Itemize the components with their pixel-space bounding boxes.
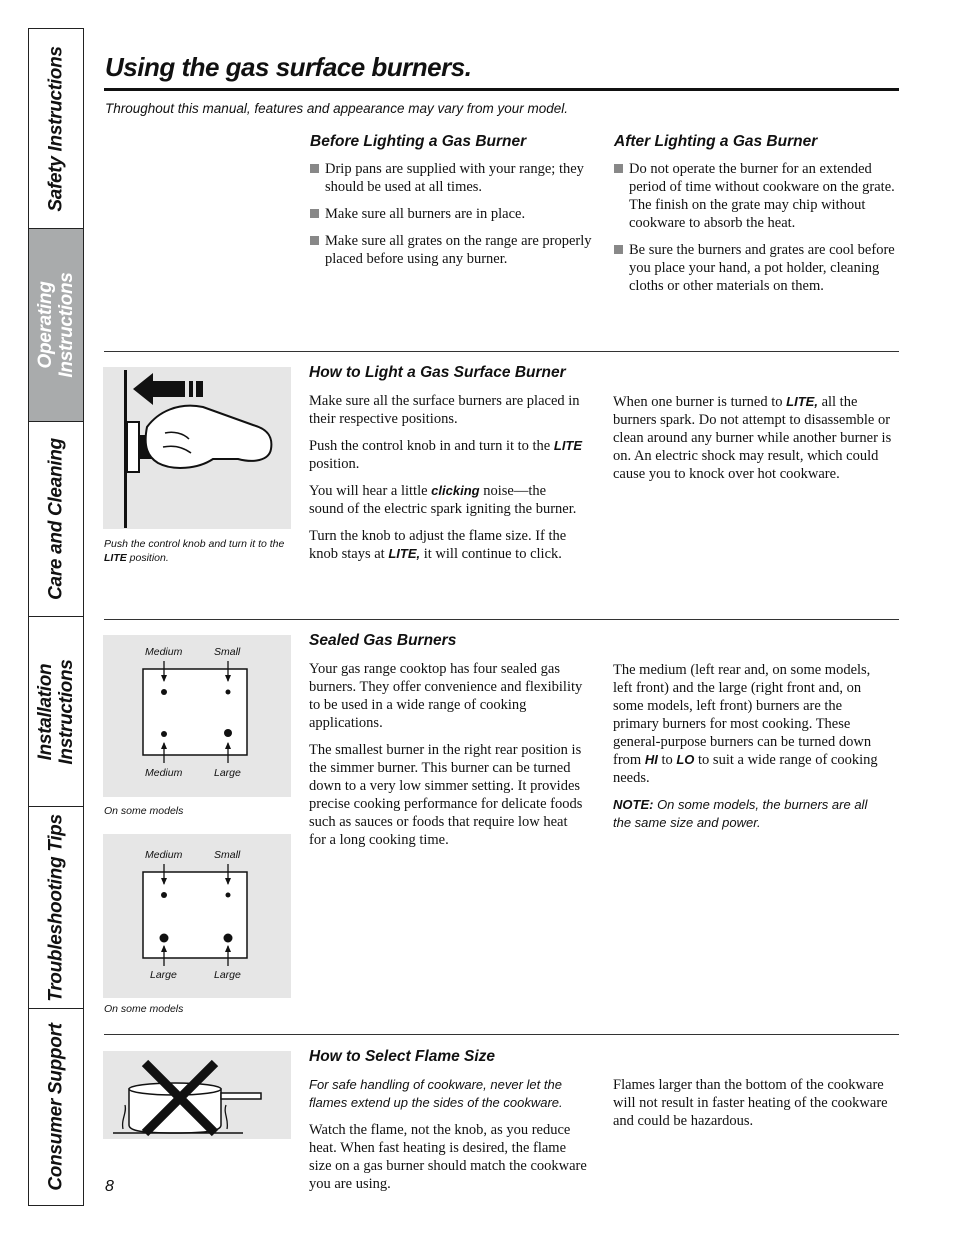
bullet-icon — [310, 209, 319, 218]
paragraph: The medium (left rear and, on some models, left front) and the large (right front and, on some models, left front) burners are the primary burners for most cooking. These general-purpose burners can be turned down from HI to LO to suit a wide range of cooking needs. — [613, 662, 878, 786]
paragraph: For safe handling of cookware, never let the flames extend up the sides of the cookware. — [309, 1077, 563, 1110]
bullet-icon — [310, 236, 319, 245]
paragraph: Watch the flame, not the knob, as you reduce heat. When fast heating is desired, the flame size on a gas burner should match the cookware you are using. — [309, 1122, 587, 1192]
section-divider — [104, 1034, 899, 1035]
tab-label: Troubleshooting Tips — [45, 813, 67, 1002]
knob-caption: Push the control knob and turn it to the LITE position. — [104, 538, 285, 564]
burner-label: Small — [214, 849, 241, 861]
flame-illustration — [103, 1051, 291, 1139]
section-heading: Before Lighting a Gas Burner — [310, 133, 527, 150]
tab-operating-instructions[interactable] — [29, 229, 83, 422]
paragraph: Flames larger than the bottom of the cookware will not result in faster heating of the cookware and could be hazardous. — [613, 1077, 888, 1129]
tab-label: Care and Cleaning — [45, 438, 67, 600]
burner-label: Large — [214, 969, 241, 981]
sealed-burners-right — [613, 661, 888, 841]
bullet-icon — [614, 164, 623, 173]
knob-illustration — [103, 367, 291, 529]
hand-knob-icon — [103, 367, 291, 529]
page-title: Using the gas surface burners. — [105, 52, 472, 82]
bullet-icon — [614, 245, 623, 254]
burner-diagram-1 — [103, 635, 291, 797]
list-item: Do not operate the burner for an extended period of time without cookware on the grate. The finish on the grate may chip without cookware to absorb the heat. — [614, 160, 899, 232]
tab-label: Installation Instructions — [35, 658, 77, 765]
tab-label: Operating Instructions — [35, 272, 77, 378]
cooktop-layout-icon — [103, 635, 291, 797]
after-lighting-section — [614, 133, 899, 304]
tab-installation-instructions[interactable] — [29, 617, 83, 807]
diagram-caption: On some models — [104, 805, 184, 817]
section-heading: How to Select Flame Size — [309, 1048, 496, 1065]
sealed-burners-section — [309, 632, 587, 858]
tab-care-and-cleaning[interactable] — [29, 422, 83, 617]
list-item: Drip pans are supplied with your range; they should be used at all times. — [310, 160, 595, 196]
tab-safety-instructions[interactable] — [29, 29, 83, 229]
burner-label: Medium — [145, 646, 183, 658]
section-divider — [104, 351, 899, 352]
paragraph: You will hear a little clicking noise—the sound of the electric spark igniting the burner. — [309, 483, 577, 517]
intro-text: Throughout this manual, features and appearance may vary from your model. — [105, 101, 568, 116]
burner-label: Large — [214, 767, 241, 779]
bullet-icon — [310, 164, 319, 173]
burner-label: Medium — [145, 849, 183, 861]
burner-label: Small — [214, 646, 241, 658]
paragraph: Make sure all the surface burners are placed in their respective positions. — [309, 393, 580, 427]
section-sidebar — [28, 28, 84, 1206]
how-to-light-right — [613, 393, 893, 492]
diagram-caption: On some models — [104, 1003, 184, 1015]
burner-diagram-2 — [103, 834, 291, 998]
section-heading: Sealed Gas Burners — [309, 632, 457, 649]
list-item: Make sure all burners are in place. — [310, 205, 595, 223]
paragraph: Push the control knob in and turn it to the LITE position. — [309, 438, 583, 472]
cooktop-layout-icon — [103, 834, 291, 998]
paragraph: The smallest burner in the right rear position is the simmer burner. This burner can be turned down to a very low simmer setting. It provides precise cooking performance for delicate foods such as sauces or foods that require low heat for a long cooking time. — [309, 742, 583, 848]
tab-consumer-support[interactable] — [29, 1009, 83, 1205]
section-heading: After Lighting a Gas Burner — [614, 133, 818, 150]
section-divider — [104, 619, 899, 620]
page-number: 8 — [105, 1178, 114, 1195]
list-item: Make sure all grates on the range are properly placed before using any burner. — [310, 232, 595, 268]
list-item: Be sure the burners and grates are cool before you place your hand, a pot holder, cleaning cloths or other materials on them. — [614, 241, 899, 295]
burner-label: Large — [150, 969, 177, 981]
flame-size-right — [613, 1076, 888, 1139]
section-heading: How to Light a Gas Surface Burner — [309, 364, 566, 381]
tab-label: Safety Instructions — [45, 45, 67, 212]
before-lighting-section — [310, 133, 595, 277]
no-large-flame-icon — [103, 1051, 291, 1139]
paragraph: Turn the knob to adjust the flame size. If the knob stays at LITE, it will continue to click. — [309, 528, 567, 562]
how-to-light-section — [309, 364, 584, 572]
flame-size-section — [309, 1048, 589, 1202]
burner-label: Medium — [145, 767, 183, 779]
tab-label: Consumer Support — [45, 1023, 67, 1191]
note: NOTE: On some models, the burners are all the same size and power. — [613, 797, 868, 830]
title-rule — [104, 88, 899, 91]
paragraph: When one burner is turned to LITE, all the burners spark. Do not attempt to disassemble or clean around any burner while another burner is on. An electric shock may result, which could cause you to knock over hot cookware. — [613, 394, 892, 482]
tab-troubleshooting-tips[interactable] — [29, 807, 83, 1009]
paragraph: Your gas range cooktop has four sealed gas burners. They offer convenience and flexibility to be used in a wide range of cooking applications. — [309, 661, 583, 731]
